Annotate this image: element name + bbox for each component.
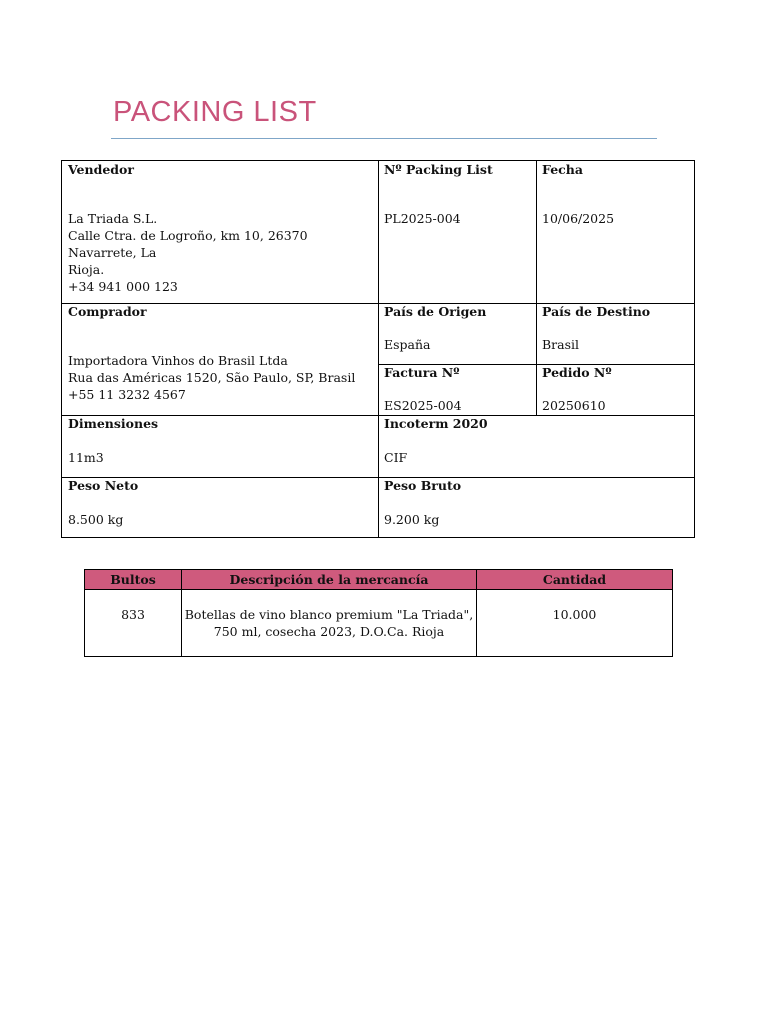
dimensions-cell <box>68 415 373 466</box>
seller-phone: +34 941 000 123 <box>68 279 178 294</box>
column-header-description: Descripción de la mercancía <box>229 572 429 587</box>
invoice-number-label: Factura Nº <box>384 365 460 380</box>
origin-country-label: País de Origen <box>384 304 487 319</box>
buyer-name: Importadora Vinhos do Brasil Ltda <box>68 353 288 368</box>
order-number-label: Pedido Nº <box>542 365 612 380</box>
invoice-number-cell <box>384 364 534 414</box>
incoterm-label: Incoterm 2020 <box>384 416 488 431</box>
buyer-address: Rua das Américas 1520, São Paulo, SP, Brasil <box>68 370 356 385</box>
destination-country-cell <box>542 303 692 353</box>
buyer-label: Comprador <box>68 304 147 319</box>
description-line: Botellas de vino blanco premium "La Triada", <box>184 607 474 622</box>
net-weight-label: Peso Neto <box>68 478 139 493</box>
seller-label: Vendedor <box>68 162 134 177</box>
header-info-table <box>61 160 695 538</box>
order-number-cell <box>542 364 692 414</box>
quantity-value: 10.000 <box>552 607 597 622</box>
dimensions-label: Dimensiones <box>68 416 159 431</box>
buyer-cell <box>68 303 373 403</box>
incoterm-cell <box>384 415 689 466</box>
seller-address-line2: Rioja. <box>68 262 105 277</box>
column-header-quantity: Cantidad <box>542 572 607 587</box>
seller-cell <box>68 161 373 295</box>
packages-value: 833 <box>121 607 145 622</box>
order-number-value: 20250610 <box>542 398 606 413</box>
column-divider <box>536 161 537 416</box>
column-divider <box>378 161 379 537</box>
seller-name: La Triada S.L. <box>68 211 158 226</box>
description-line: 750 ml, cosecha 2023, D.O.Ca. Rioja <box>213 624 445 639</box>
destination-country-label: País de Destino <box>542 304 651 319</box>
origin-country-value: España <box>384 337 431 352</box>
title-underline <box>111 138 657 139</box>
dimensions-value: 11m3 <box>68 450 104 465</box>
buyer-phone: +55 11 3232 4567 <box>68 387 186 402</box>
seller-address-line1: Calle Ctra. de Logroño, km 10, 26370 Navarrete, La <box>68 228 308 260</box>
destination-country-value: Brasil <box>542 337 580 352</box>
gross-weight-label: Peso Bruto <box>384 478 462 493</box>
net-weight-value: 8.500 kg <box>68 512 124 527</box>
date-cell <box>542 161 692 227</box>
description-value <box>182 606 476 640</box>
gross-weight-value: 9.200 kg <box>384 512 440 527</box>
goods-table <box>84 569 673 657</box>
origin-country-cell <box>384 303 534 353</box>
invoice-number-value: ES2025-004 <box>384 398 462 413</box>
incoterm-value: CIF <box>384 450 408 465</box>
date-label: Fecha <box>542 162 583 177</box>
date-value: 10/06/2025 <box>542 211 615 226</box>
column-header-packages: Bultos <box>110 572 156 587</box>
document-title: PACKING LIST <box>113 96 317 128</box>
packing-list-number-label: Nº Packing List <box>384 162 493 177</box>
net-weight-cell <box>68 477 373 528</box>
gross-weight-cell <box>384 477 689 528</box>
packing-list-number-value: PL2025-004 <box>384 211 461 226</box>
packing-list-number-cell <box>384 161 534 227</box>
